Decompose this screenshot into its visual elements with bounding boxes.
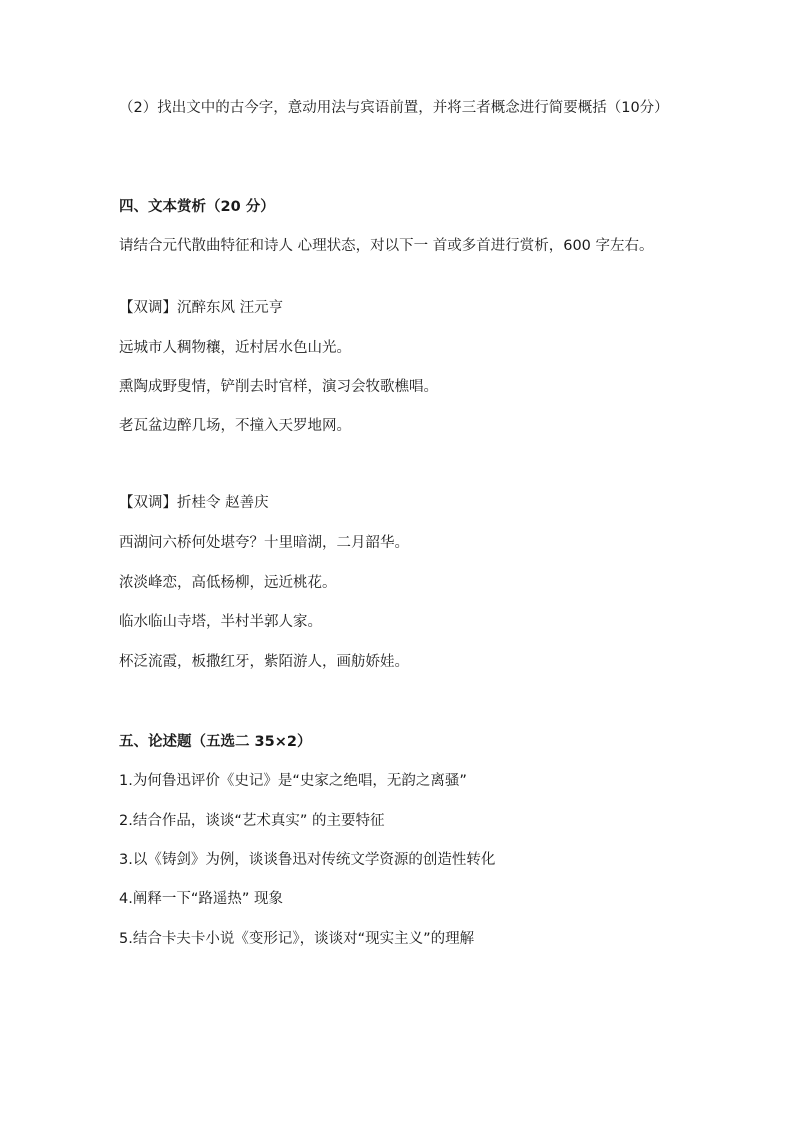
essay-question-2: 2.结合作品，谈谈“艺术真实” 的主要特征 [119,813,385,829]
essay-question-3: 3.以《铸剑》为例，谈谈鲁迅对传统文学资源的创造性转化 [119,852,496,868]
poem-2-title: 【双调】折桂令 赵善庆 [119,495,269,511]
poem-2-line-2: 浓淡峰恋，高低杨柳，远近桃花。 [119,575,337,591]
poem-2-line-1: 西湖问六桥何处堪夸？十里暗湖，二月韶华。 [119,535,409,551]
poem-2-line-3: 临水临山寺塔，半村半郭人家。 [119,614,322,630]
question-3-2: （2）找出文中的古今字，意动用法与宾语前置，并将三者概念进行简要概括（10分） [119,100,669,116]
essay-question-4: 4.阐释一下“路遥热” 现象 [119,891,283,907]
section-5-heading: 五、论述题（五选二 35×2） [119,734,312,750]
poem-1-line-1: 远城市人稠物穰，近村居水色山光。 [119,340,351,356]
section-4-heading: 四、文本赏析（20 分） [119,199,275,215]
poem-1-title: 【双调】沉醉东风 汪元亨 [119,300,284,316]
poem-1-line-3: 老瓦盆边醉几场，不撞入天罗地网。 [119,418,351,434]
poem-1-line-2: 熏陶成野叟情，铲削去时官样，演习会牧歌樵唱。 [119,379,438,395]
essay-question-5: 5.结合卡夫卡小说《变形记》，谈谈对“现实主义”的理解 [119,931,475,947]
essay-question-1: 1.为何鲁迅评价《史记》是“史家之绝唱，无韵之离骚” [119,773,467,789]
poem-2-line-4: 杯泛流霞，板撒红牙，紫陌游人，画舫娇娃。 [119,654,409,670]
section-4-instruction: 请结合元代散曲特征和诗人 心理状态，对以下一 首或多首进行赏析，600 字左右。 [119,238,654,254]
